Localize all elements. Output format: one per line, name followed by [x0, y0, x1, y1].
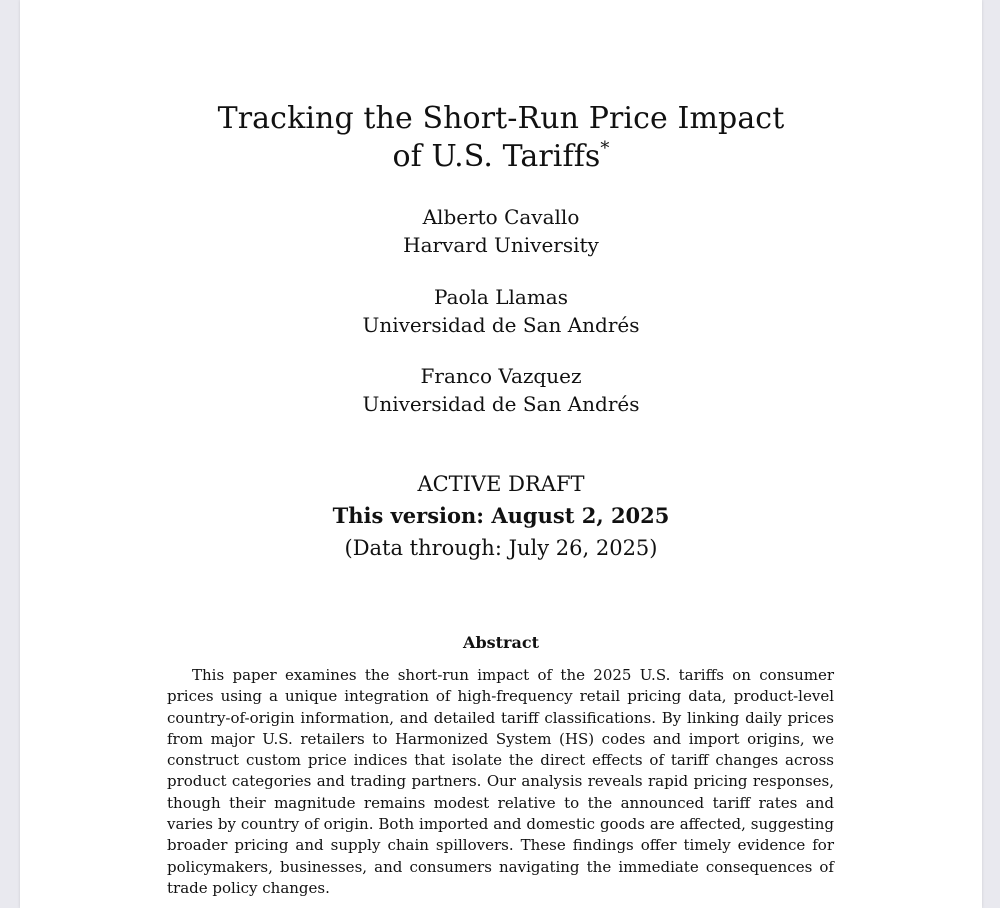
- author-block: [20, 203, 982, 259]
- title-line-1: Tracking the Short-Run Price Impact: [217, 101, 785, 136]
- title-line-2: of U.S. Tariffs: [392, 139, 601, 174]
- author-name: Alberto Cavallo: [422, 205, 580, 229]
- abstract-heading: Abstract: [463, 633, 539, 652]
- document-page: [20, 0, 982, 908]
- draft-status-block: [20, 468, 982, 564]
- author-affiliation: Harvard University: [403, 233, 599, 257]
- draft-status: ACTIVE DRAFT: [417, 472, 585, 496]
- author-block: [20, 283, 982, 339]
- author-block: [20, 362, 982, 418]
- abstract-text: This paper examines the short-run impact of the 2025 U.S. tariffs on consumer prices using a unique integration of high-frequency retail pricing data, product-level country-of-origin information, and detailed tariff classifications. By linking daily prices from major U.S. retailers to Harmonized System (HS) codes and import origins, we construct custom price indices that isolate the direct effects of tariff changes across product categories and trading partners. Our analysis reveals rapid pricing responses, though their magnitude remains modest relative to the announced tariff rates and varies by country of origin. Both imported and domestic goods are affected, suggesting broader pricing and supply chain spillovers. These findings offer timely evidence for policymakers, businesses, and consumers navigating the immediate consequences of trade policy changes.: [167, 666, 834, 897]
- data-through-date: (Data through: July 26, 2025): [344, 536, 658, 560]
- author-name: Paola Llamas: [434, 285, 568, 309]
- author-affiliation: Universidad de San Andrés: [362, 392, 640, 416]
- author-name: Franco Vazquez: [420, 364, 582, 388]
- title-footnote-mark[interactable]: *: [600, 138, 610, 159]
- version-date: This version: August 2, 2025: [332, 503, 670, 528]
- paper-title: [20, 100, 982, 176]
- author-affiliation: Universidad de San Andrés: [362, 313, 640, 337]
